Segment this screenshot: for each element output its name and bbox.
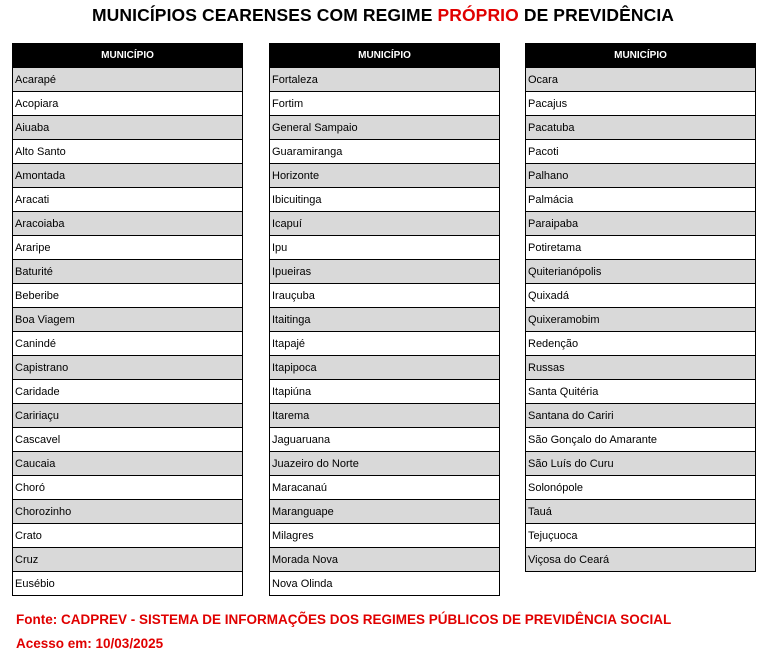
source-note: Fonte: CADPREV - SISTEMA DE INFORMAÇÕES DOS REGIMES PÚBLICOS DE PREVIDÊNCIA SOCIAL <box>16 612 672 627</box>
table-row <box>526 380 756 404</box>
table-row <box>526 332 756 356</box>
municipio-cell: Itapiúna <box>270 380 500 404</box>
municipio-cell: Fortim <box>270 92 500 116</box>
municipio-cell: Ipueiras <box>270 260 500 284</box>
table-row <box>13 68 243 92</box>
table-row <box>270 572 500 596</box>
table-row <box>13 332 243 356</box>
municipio-cell: Solonópole <box>526 476 756 500</box>
municipio-cell: Viçosa do Ceará <box>526 548 756 572</box>
table-row <box>270 236 500 260</box>
municipios-table-2 <box>269 43 500 596</box>
table-row <box>13 428 243 452</box>
municipio-cell: Chorozinho <box>13 500 243 524</box>
municipio-cell: General Sampaio <box>270 116 500 140</box>
table-row <box>270 428 500 452</box>
table-row <box>13 92 243 116</box>
municipio-cell: Quixeramobim <box>526 308 756 332</box>
municipio-cell: Santana do Cariri <box>526 404 756 428</box>
municipio-cell: Caridade <box>13 380 243 404</box>
table-row <box>13 572 243 596</box>
table-row <box>270 140 500 164</box>
table-row <box>13 452 243 476</box>
table-row <box>526 524 756 548</box>
municipio-cell: Choró <box>13 476 243 500</box>
municipio-cell: Palmácia <box>526 188 756 212</box>
municipio-cell: Quixadá <box>526 284 756 308</box>
table-row <box>526 284 756 308</box>
table-row <box>13 476 243 500</box>
table-row <box>526 356 756 380</box>
municipio-cell: Cruz <box>13 548 243 572</box>
municipio-cell: Potiretama <box>526 236 756 260</box>
municipio-cell: Ibicuitinga <box>270 188 500 212</box>
municipio-cell: Itapajé <box>270 332 500 356</box>
table-row <box>13 524 243 548</box>
municipio-cell: Pacatuba <box>526 116 756 140</box>
municipio-cell: Cascavel <box>13 428 243 452</box>
table-row <box>270 308 500 332</box>
municipio-cell: Tauá <box>526 500 756 524</box>
table-row <box>526 476 756 500</box>
municipio-cell: Paraipaba <box>526 212 756 236</box>
municipio-cell: Araripe <box>13 236 243 260</box>
municipio-cell: Ocara <box>526 68 756 92</box>
column-header: MUNICÍPIO <box>526 44 756 68</box>
table-row <box>526 116 756 140</box>
table-row <box>13 260 243 284</box>
municipio-cell: Baturité <box>13 260 243 284</box>
municipio-cell: Pacajus <box>526 92 756 116</box>
access-date: Acesso em: 10/03/2025 <box>16 636 164 651</box>
municipio-cell: Palhano <box>526 164 756 188</box>
table-row <box>13 212 243 236</box>
municipio-cell: Eusébio <box>13 572 243 596</box>
column-header: MUNICÍPIO <box>270 44 500 68</box>
municipio-cell: Aracoiaba <box>13 212 243 236</box>
table-row <box>526 500 756 524</box>
municipio-cell: Horizonte <box>270 164 500 188</box>
column-header: MUNICÍPIO <box>13 44 243 68</box>
municipio-cell: São Luís do Curu <box>526 452 756 476</box>
municipio-cell: Juazeiro do Norte <box>270 452 500 476</box>
table-row <box>526 236 756 260</box>
table-row <box>526 212 756 236</box>
municipio-cell: Icapuí <box>270 212 500 236</box>
municipio-cell: Fortaleza <box>270 68 500 92</box>
table-row <box>13 236 243 260</box>
table-row <box>13 548 243 572</box>
table-row <box>270 476 500 500</box>
municipio-cell: Caririaçu <box>13 404 243 428</box>
table-row <box>270 260 500 284</box>
table-row <box>526 452 756 476</box>
table-row <box>13 188 243 212</box>
municipio-cell: Quiterianópolis <box>526 260 756 284</box>
table-row <box>270 524 500 548</box>
table-row <box>13 308 243 332</box>
municipio-cell: Jaguaruana <box>270 428 500 452</box>
table-row <box>270 68 500 92</box>
table-row <box>270 188 500 212</box>
municipio-cell: Amontada <box>13 164 243 188</box>
municipio-cell: Capistrano <box>13 356 243 380</box>
page-title <box>0 5 766 26</box>
municipio-cell: Boa Viagem <box>13 308 243 332</box>
municipio-cell: Redenção <box>526 332 756 356</box>
municipio-cell: Alto Santo <box>13 140 243 164</box>
municipio-cell: Morada Nova <box>270 548 500 572</box>
table-row <box>13 500 243 524</box>
table-row <box>270 212 500 236</box>
title-highlight: PRÓPRIO <box>437 5 519 25</box>
municipio-cell: Santa Quitéria <box>526 380 756 404</box>
title-part-1: MUNICÍPIOS CEARENSES COM REGIME <box>91 5 438 25</box>
table-row <box>270 452 500 476</box>
table-row <box>526 548 756 572</box>
table-row <box>270 284 500 308</box>
municipio-cell: Acopiara <box>13 92 243 116</box>
table-row <box>270 92 500 116</box>
municipio-cell: Ipu <box>270 236 500 260</box>
table-row <box>13 116 243 140</box>
municipio-cell: Itaitinga <box>270 308 500 332</box>
table-row <box>526 164 756 188</box>
table-row <box>526 68 756 92</box>
title-part-2: DE PREVIDÊNCIA <box>518 5 675 25</box>
municipio-cell: Milagres <box>270 524 500 548</box>
municipios-table-3 <box>525 43 756 572</box>
municipios-table-1 <box>12 43 243 596</box>
table-row <box>270 356 500 380</box>
table-row <box>270 380 500 404</box>
municipio-cell: Aiuaba <box>13 116 243 140</box>
table-row <box>526 92 756 116</box>
table-row <box>526 404 756 428</box>
municipio-cell: São Gonçalo do Amarante <box>526 428 756 452</box>
municipio-cell: Irauçuba <box>270 284 500 308</box>
municipio-cell: Maranguape <box>270 500 500 524</box>
table-row <box>13 404 243 428</box>
table-row <box>526 260 756 284</box>
table-row <box>526 140 756 164</box>
table-row <box>270 500 500 524</box>
table-row <box>526 428 756 452</box>
municipio-cell: Canindé <box>13 332 243 356</box>
municipio-cell: Acarapé <box>13 68 243 92</box>
table-row <box>526 308 756 332</box>
municipio-cell: Tejuçuoca <box>526 524 756 548</box>
municipio-cell: Crato <box>13 524 243 548</box>
municipio-cell: Guaramiranga <box>270 140 500 164</box>
municipio-cell: Aracati <box>13 188 243 212</box>
table-row <box>13 164 243 188</box>
table-row <box>270 404 500 428</box>
municipio-cell: Itarema <box>270 404 500 428</box>
table-row <box>270 164 500 188</box>
table-row <box>270 332 500 356</box>
municipio-cell: Nova Olinda <box>270 572 500 596</box>
municipio-cell: Beberibe <box>13 284 243 308</box>
table-row <box>13 284 243 308</box>
municipio-cell: Itapipoca <box>270 356 500 380</box>
table-row <box>13 140 243 164</box>
table-row <box>526 188 756 212</box>
table-row <box>270 116 500 140</box>
table-row <box>270 548 500 572</box>
table-row <box>13 380 243 404</box>
municipio-cell: Maracanaú <box>270 476 500 500</box>
table-row <box>13 356 243 380</box>
municipio-cell: Pacoti <box>526 140 756 164</box>
municipio-cell: Caucaia <box>13 452 243 476</box>
municipio-cell: Russas <box>526 356 756 380</box>
